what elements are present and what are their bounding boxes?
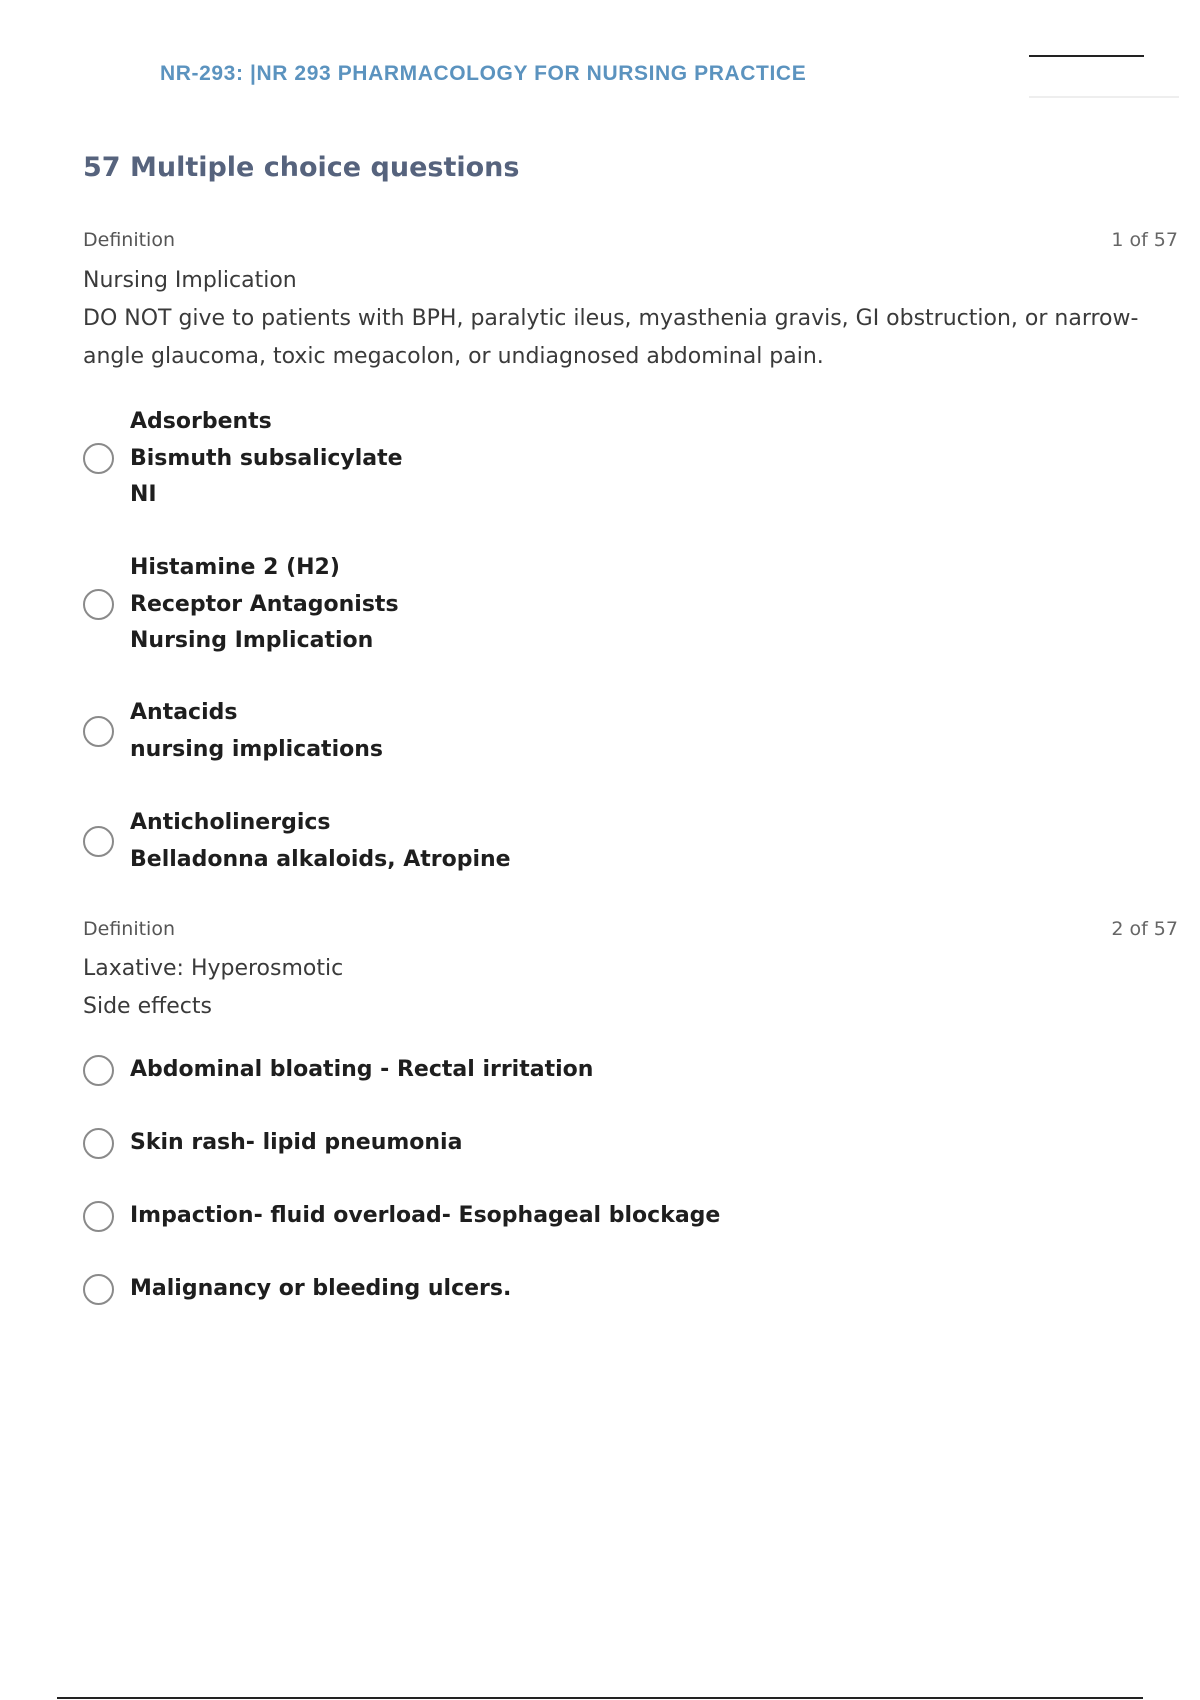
question-1-text-line: angle glaucoma, toxic megacolon, or undiagnosed abdominal pain. (83, 344, 824, 369)
question-1-text-line: DO NOT give to patients with BPH, paralytic ileus, myasthenia gravis, GI obstruction, or narrow- (83, 306, 1139, 331)
option-text-line: NI (130, 482, 157, 507)
question-2-text-line: Laxative: Hyperosmotic (83, 956, 344, 981)
top-right-faint-rule (1029, 96, 1179, 98)
question-1-option-3[interactable] (83, 695, 383, 768)
question-2-text-line: Side effects (83, 994, 212, 1019)
option-text-line: Anticholinergics (130, 810, 331, 835)
option-text: Impaction- fluid overload- Esophageal blockage (130, 1203, 721, 1228)
option-text-line: Histamine 2 (H2) (130, 555, 340, 580)
radio-button[interactable] (83, 589, 114, 620)
radio-button[interactable] (83, 716, 114, 747)
option-text (130, 404, 403, 514)
question-1-label: Definition (83, 229, 176, 251)
course-header: NR-293: |NR 293 PHARMACOLOGY FOR NURSING PRACTICE (160, 62, 807, 85)
question-1-text-line: Nursing Implication (83, 268, 297, 293)
option-text (130, 805, 511, 878)
question-2-counter: 2 of 57 (1111, 918, 1178, 940)
page-title: 57 Multiple choice questions (83, 152, 520, 183)
question-1-option-4[interactable] (83, 805, 511, 878)
option-text: Abdominal bloating - Rectal irritation (130, 1057, 594, 1082)
radio-button[interactable] (83, 1201, 114, 1232)
radio-button[interactable] (83, 1128, 114, 1159)
radio-button[interactable] (83, 443, 114, 474)
option-text-line: Nursing Implication (130, 628, 374, 653)
option-text-line: nursing implications (130, 736, 383, 762)
question-1-counter: 1 of 57 (1111, 229, 1178, 251)
option-text: Malignancy or bleeding ulcers. (130, 1276, 512, 1301)
question-2-label: Definition (83, 918, 176, 940)
question-2-option-4[interactable] (83, 1271, 511, 1308)
question-2-text (83, 950, 1143, 1026)
option-text-line: Bismuth subsalicylate (130, 445, 403, 471)
radio-button[interactable] (83, 1055, 114, 1086)
option-text-line: Belladonna alkaloids, Atropine (130, 846, 511, 872)
question-1-option-2[interactable] (83, 550, 399, 660)
radio-button[interactable] (83, 1274, 114, 1305)
bottom-rule (57, 1697, 1143, 1699)
question-2-option-3[interactable] (83, 1198, 720, 1235)
question-1-option-1[interactable] (83, 404, 403, 514)
option-text (130, 550, 399, 660)
question-1-text (83, 262, 1143, 376)
top-right-rule (1029, 55, 1144, 57)
option-text (130, 695, 383, 768)
option-text-line: Receptor Antagonists (130, 591, 399, 617)
question-2-option-1[interactable] (83, 1052, 593, 1089)
option-text: Skin rash- lipid pneumonia (130, 1130, 463, 1155)
radio-button[interactable] (83, 826, 114, 857)
option-text-line: Antacids (130, 700, 238, 725)
option-text-line: Adsorbents (130, 409, 272, 434)
question-2-option-2[interactable] (83, 1125, 462, 1162)
